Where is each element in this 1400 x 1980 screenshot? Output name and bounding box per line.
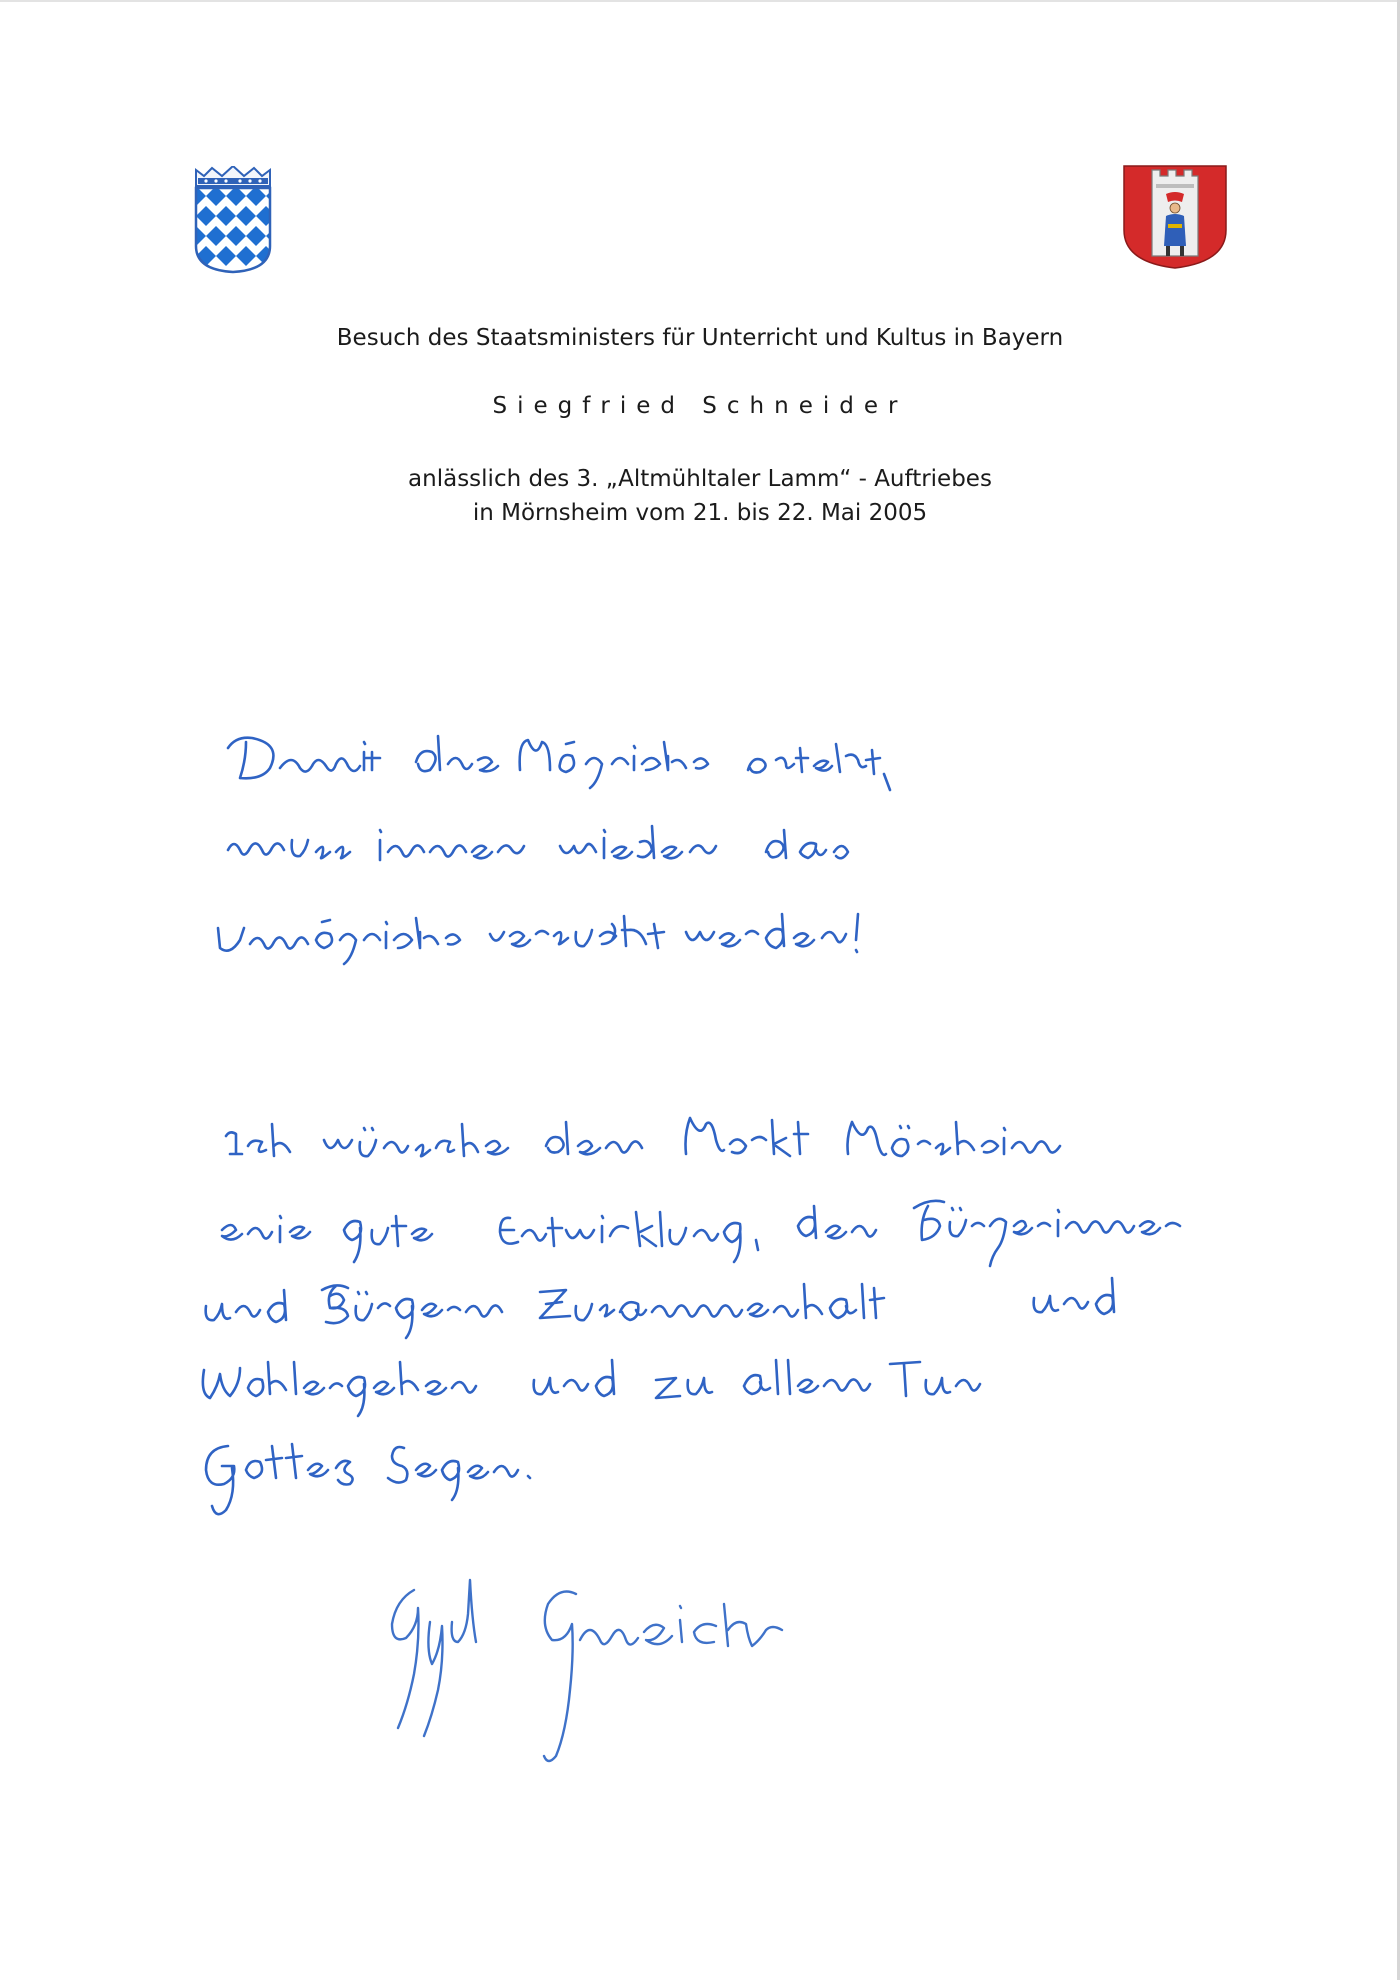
handwriting-line bbox=[206, 1444, 530, 1514]
handwriting-line bbox=[206, 1278, 1114, 1338]
occasion-line-1: anlässlich des 3. „Altmühltaler Lamm“ - Auftriebes bbox=[408, 466, 992, 492]
handwriting-line bbox=[218, 914, 858, 964]
handwriting-line bbox=[203, 1360, 980, 1416]
handwriting-line bbox=[222, 1201, 1180, 1266]
occasion-line-2: in Mörnsheim vom 21. bis 22. Mai 2005 bbox=[472, 500, 928, 526]
visit-heading: Besuch des Staatsministers für Unterricht und Kultus in Bayern bbox=[336, 325, 1064, 351]
minister-name: Siegfried Schneider bbox=[492, 393, 908, 419]
handwriting-line bbox=[228, 736, 890, 790]
signature bbox=[392, 1580, 782, 1761]
handwriting-line bbox=[228, 826, 848, 860]
handwriting-line bbox=[226, 1118, 1060, 1156]
